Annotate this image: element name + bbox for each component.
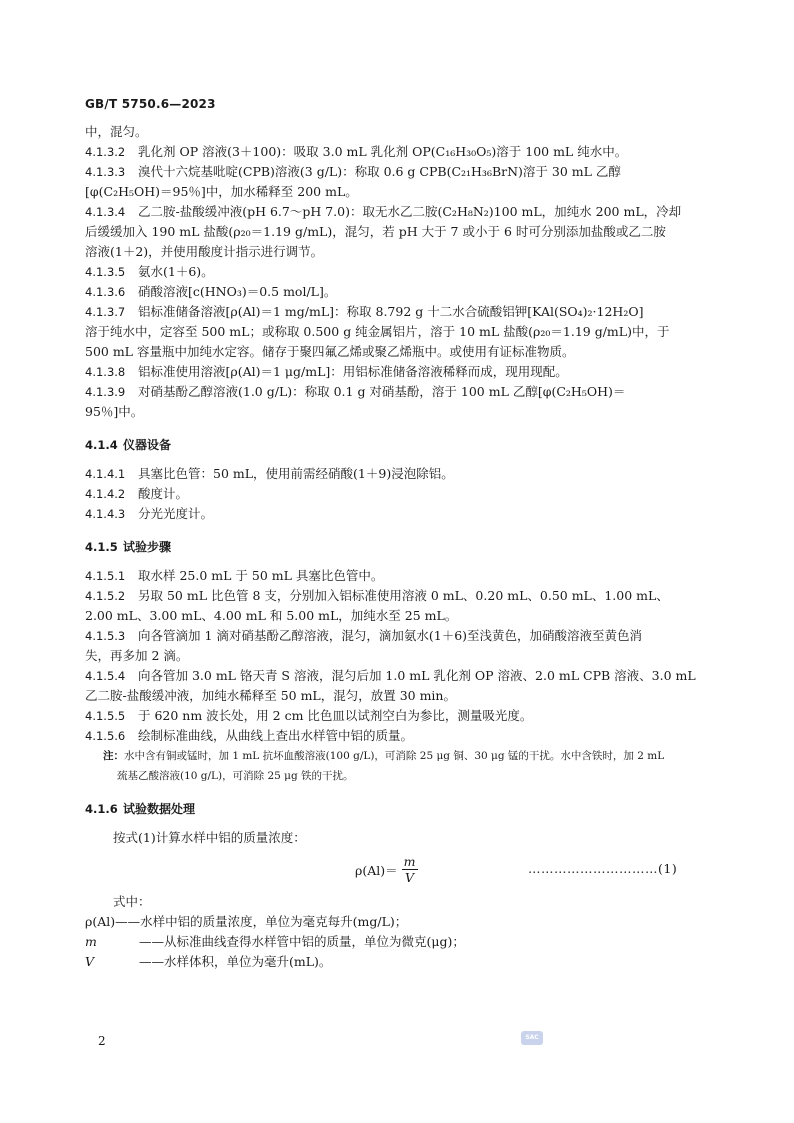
- definition-text: ——水样体积，单位为毫升(mL)。: [139, 954, 332, 969]
- where-label: 式中：: [113, 894, 151, 909]
- clause-line: [85, 464, 700, 484]
- clause-line: [85, 222, 700, 242]
- note-text: 水中含有铜或锰时，加 1 mL 抗坏血酸溶液(100 g/L)，可消除 25 μg 铜、30 μg 锰的干扰。水中含铁时，加 2 mL: [124, 750, 665, 762]
- clause-line: [85, 242, 700, 262]
- sections: [85, 435, 700, 786]
- clause-number: 4.1.3.7: [85, 305, 126, 319]
- clause-text: 铝标准使用溶液[ρ(Al)＝1 μg/mL]：用铝标准储备溶液稀释而成，现用现配。: [138, 364, 568, 379]
- clause-line: [85, 362, 700, 382]
- clause-text: 分光光度计。: [138, 506, 214, 521]
- note-line: [85, 746, 700, 766]
- clause-text: 于 620 nm 波长处，用 2 cm 比色皿以试剂空白为参比，测量吸光度。: [138, 708, 533, 723]
- clause-line: [85, 706, 700, 726]
- section-heading: [85, 799, 700, 819]
- document-body: [85, 122, 700, 972]
- clause-number: 4.1.3.4: [85, 205, 126, 219]
- clause-line: [85, 322, 700, 342]
- definition-row: [85, 932, 700, 952]
- clause-line: [85, 626, 700, 646]
- clause-text: 取水样 25.0 mL 于 50 mL 具塞比色管中。: [138, 568, 384, 583]
- clause-line: [85, 646, 700, 666]
- clause-text: 溶于纯水中，定容至 500 mL；或称取 0.500 g 纯金属铝片，溶于 10 mL 盐酸(ρ₂₀＝1.19 g/mL)中，于: [85, 324, 670, 339]
- clause-number: 4.1.5.4: [85, 669, 126, 683]
- clause-text: 失，再多加 2 滴。: [85, 648, 189, 663]
- clause-number: 4.1.3.5: [85, 265, 126, 279]
- clause-number: 4.1.5.1: [85, 569, 126, 583]
- clause-text: 对硝基酚乙醇溶液(1.0 g/L)：称取 0.1 g 对硝基酚，溶于 100 mL 乙醇[φ(C₂H₅OH)＝: [138, 384, 626, 399]
- note-text: 巯基乙酸溶液(10 g/L)，可消除 25 μg 铁的干扰。: [117, 770, 354, 782]
- definition-row: [85, 912, 700, 932]
- clause-text: 酸度计。: [138, 486, 189, 501]
- clause-text: 95％]中。: [85, 404, 144, 419]
- clause-number: 4.1.5.5: [85, 709, 126, 723]
- clause-line: [85, 142, 700, 162]
- section-number: 4.1.6: [85, 802, 118, 816]
- clause-line: [85, 504, 700, 524]
- clause-line: [85, 484, 700, 504]
- clause-line: [85, 162, 700, 182]
- clause-number: 4.1.3.9: [85, 385, 126, 399]
- clause-text: 氨水(1＋6)。: [138, 264, 214, 279]
- clause-text: 溶液(1＋2)，并使用酸度计指示进行调节。: [85, 244, 324, 259]
- clause-text: 向各管滴加 1 滴对硝基酚乙醇溶液，混匀，滴加氨水(1＋6)至浅黄色，加硝酸溶液至黄色消: [138, 628, 643, 643]
- clause-number: 4.1.3.2: [85, 145, 126, 159]
- clause-text: 乳化剂 OP 溶液(3＋100)：吸取 3.0 mL 乳化剂 OP(C₁₆H₃₀O₅)溶于 100 mL 纯水中。: [138, 144, 628, 159]
- clause-text: 2.00 mL、3.00 mL、4.00 mL 和 5.00 mL，加纯水至 25 mL。: [85, 608, 458, 623]
- clause-text: 中，混匀。: [85, 124, 148, 139]
- clause-text: 硝酸溶液[c(HNO₃)＝0.5 mol/L]。: [138, 284, 337, 299]
- definition-symbol: ρ(Al): [85, 914, 116, 929]
- note-label: 注：: [103, 750, 124, 762]
- clause-number: 4.1.3.8: [85, 365, 126, 379]
- definition-text: ——水样中铝的质量浓度，单位为毫克每升(mg/L)；: [115, 914, 408, 929]
- clause-line: [85, 262, 700, 282]
- watermark-logo: SAC: [521, 1031, 543, 1045]
- clause-line: [85, 586, 700, 606]
- section-heading: [85, 537, 700, 557]
- clause-line: [85, 726, 700, 746]
- clause-line: [85, 686, 700, 706]
- clause-line: [85, 566, 700, 586]
- clause-number: 4.1.5.6: [85, 729, 126, 743]
- clause-text: 另取 50 mL 比色管 8 支，分别加入铝标准使用溶液 0 mL、0.20 mL、0.50 mL、1.00 mL、: [138, 588, 669, 603]
- clause-line: [85, 182, 700, 202]
- clause-text: 绘制标准曲线，从曲线上查出水样管中铝的质量。: [138, 728, 414, 743]
- clause-line: [85, 122, 700, 142]
- definition-row: [85, 952, 700, 972]
- reagent-clauses: [85, 122, 700, 422]
- clause-number: 4.1.5.3: [85, 629, 126, 643]
- clause-number: 4.1.4.3: [85, 507, 126, 521]
- clause-number: 4.1.4.2: [85, 487, 126, 501]
- section-title: 仪器设备: [123, 438, 172, 452]
- symbol-definitions: [85, 912, 700, 972]
- formula-row: [85, 852, 700, 888]
- clause-text: 500 mL 容量瓶中加纯水定容。储存于聚四氟乙烯或聚乙烯瓶中。或使用有证标准物质。: [85, 344, 575, 359]
- clause-line: [85, 666, 700, 686]
- section-title: 试验步骤: [123, 540, 172, 554]
- clause-text: 溴代十六烷基吡啶(CPB)溶液(3 g/L)：称取 0.6 g CPB(C₂₁H₃₆BrN)溶于 30 mL 乙醇: [138, 164, 621, 179]
- formula-denominator: V: [405, 870, 415, 885]
- clause-text: 乙二胺-盐酸缓冲液，加纯水稀释至 50 mL，混匀，放置 30 min。: [85, 688, 456, 703]
- definition-text: ——从标准曲线查得水样管中铝的质量，单位为微克(μg)；: [139, 934, 465, 949]
- section-title: 试验数据处理: [123, 802, 196, 816]
- clause-number: 4.1.3.3: [85, 165, 126, 179]
- clause-text: [φ(C₂H₅OH)＝95％]中，加水稀释至 200 mL。: [85, 184, 358, 199]
- definition-symbol: V: [85, 954, 95, 969]
- page-number: 2: [98, 1034, 106, 1048]
- definition-symbol: m: [85, 934, 97, 949]
- clause-text: 具塞比色管：50 mL，使用前需经硝酸(1＋9)浸泡除铝。: [138, 466, 454, 481]
- note-line: [85, 766, 700, 786]
- clause-text: 向各管加 3.0 mL 铬天青 S 溶液，混匀后加 1.0 mL 乳化剂 OP 溶液、2.0 mL CPB 溶液、3.0 mL: [138, 668, 696, 683]
- clause-line: [85, 606, 700, 626]
- clause-line: [85, 202, 700, 222]
- clause-line: [85, 342, 700, 362]
- clause-text: 后缓缓加入 190 mL 盐酸(ρ₂₀＝1.19 g/mL)，混匀，若 pH 大于 7 或小于 6 时可分别添加盐酸或乙二胺: [85, 224, 666, 239]
- clause-text: 铝标准储备溶液[ρ(Al)＝1 mg/mL]：称取 8.792 g 十二水合硫酸铝钾[KAl(SO₄)₂·12H₂O]: [138, 304, 644, 319]
- clause-number: 4.1.3.6: [85, 285, 126, 299]
- clause-text: 乙二胺-盐酸缓冲液(pH 6.7～pH 7.0)：取无水乙二胺(C₂H₈N₂)100 mL，加纯水 200 mL，冷却: [138, 204, 682, 219]
- standard-code-header: GB/T 5750.6—2023: [85, 97, 216, 111]
- clause-line: [85, 402, 700, 422]
- clause-number: 4.1.4.1: [85, 467, 126, 481]
- formula: [355, 854, 418, 885]
- formula-intro: 按式(1)计算水样中铝的质量浓度：: [113, 830, 306, 845]
- clause-line: [85, 282, 700, 302]
- section-number: 4.1.5: [85, 540, 118, 554]
- equation-number: …………………………(1): [528, 861, 678, 876]
- formula-fraction: [402, 854, 418, 885]
- section-number: 4.1.4: [85, 438, 118, 452]
- clause-line: [85, 382, 700, 402]
- formula-lhs: ρ(Al)＝: [355, 862, 398, 878]
- formula-numerator: m: [403, 854, 416, 869]
- clause-number: 4.1.5.2: [85, 589, 126, 603]
- clause-line: [85, 302, 700, 322]
- section-heading: [85, 435, 700, 455]
